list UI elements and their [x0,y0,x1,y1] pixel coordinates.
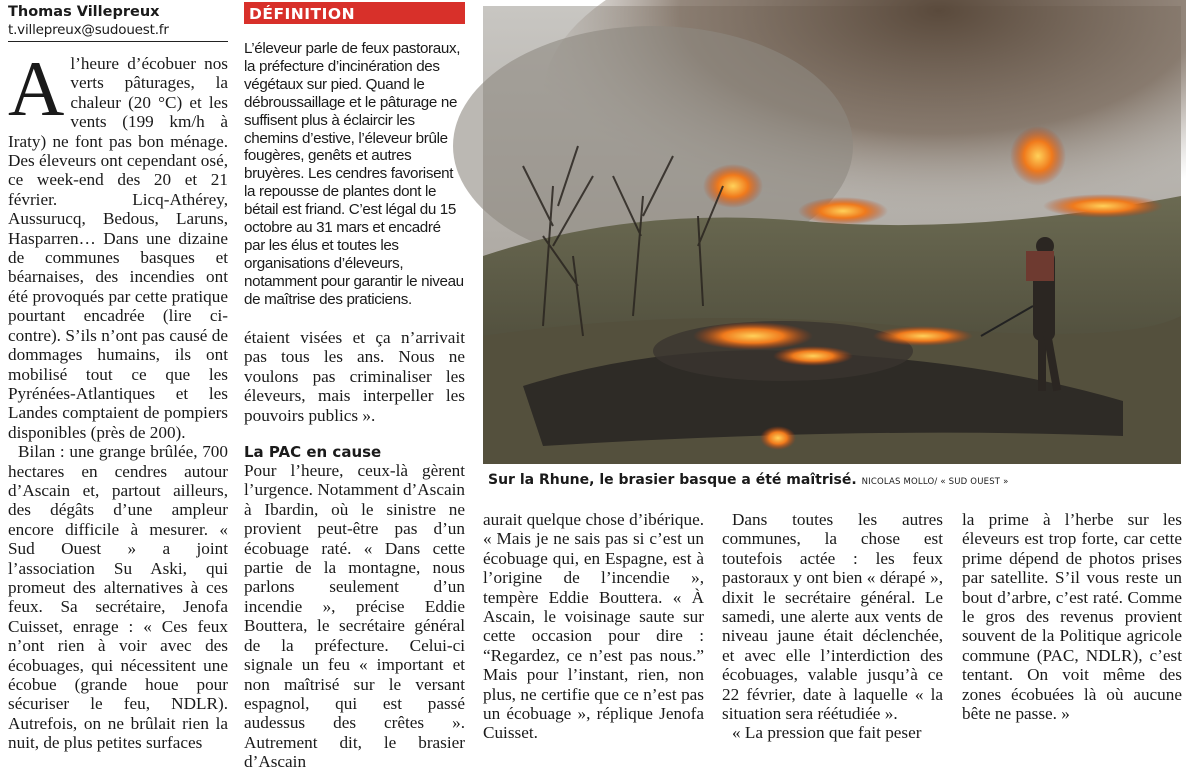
col2-paragraph-2: Pour l’heure, ceux-là gèrent l’urgence. Notamment d’Ascain à Ibardin, où le sinistre ne provient peut-être pas d’un écobuage raté. « Dans cette partie de la montagne, nous parlons seulement d’un incendie », précise Eddie Bouttera, le secrétaire général de la préfecture. Celui-ci signale un feu « important et non maîtrisé sur le versant espagnol, qui est passé audessus des crêtes ». Autrement dit, le brasier d’Ascain [244,461,465,772]
col5-paragraph-1: la prime à l’herbe sur les éleveurs est trop forte, car cette prime dépend de photos prises par satellite. S’il vous reste un bout d’arbre, c’est raté. Comme le gros des revenus provient souvent de la Politique agricole commune (PAC, NDLR), c’est tentant. On voit même des zones écobuées là où aucune bête ne passe. » [962,510,1182,724]
photo-caption-text: Sur la Rhune, le brasier basque a été maîtrisé. [488,472,857,488]
col3-paragraph-1: aurait quelque chose d’ibérique. « Mais je ne sais pas si c’est un écobuage qui, en Espagne, est à l’origine de l’incendie », tempère Eddie Bouttera. « À Ascain, le voisinage saute sur cette occasion pour dire : “Regardez, ce n’est pas nous.” Mais pour l’instant, rien, non plus, ne certifie que ce n’est pas un écobuage », réplique Jenofa Cuisset. [483,510,704,743]
article-column-5 [962,510,1182,730]
photo-caption [488,472,1178,488]
col2-paragraph-1: étaient visées et ça n’arrivait pas tous les ans. Nous ne voulons pas criminaliser les éleveurs, mais interpeller les pouvoirs publics ». [244,328,465,425]
col1-paragraph-1: l’heure d’écobuer nos verts pâturages, la chaleur (20 °C) et les vents (199 km/h à Iraty) ne font pas bon ménage. Des éleveurs ont cependant osé, ce week-end des 20 et 21 février. Licq-Athérey, Aussurucq, Bedous, Laruns, Hasparren… Dans une dizaine de communes basques et béarnaises, des incendies ont été provoqués par cette pratique pourtant encadrée (lire ci-contre). S’ils n’ont pas causé de dommages humains, ils ont mobilisé tout ce que les Pyrénées-Atlantiques et les Landes comptaient de pompiers disponibles (près de 200). [8,54,229,442]
photo-credit: NICOLAS MOLLO/ « SUD OUEST » [861,477,1009,487]
author-rule [8,41,228,42]
col4-paragraph-2: « La pression que fait peser [732,723,922,743]
fire-photo [483,6,1181,464]
article-column-4 [722,510,943,743]
definition-body: L’éleveur parle de feux pastoraux, la préfecture d’incinération des végétaux sur pied. Quand le débroussaillage et le pâturage ne suffisent plus à éclaircir les chemins d’estive, l’éleveur brûle fougères, genêts et autres bruyères. Les cendres favorisent la repousse de plantes dont le bétail est friand. C’est légal du 15 octobre au 31 mars et encadré par les élus et toutes les organisations d’éleveurs, notamment pour garantir le niveau de maîtrise des praticiens. [244,40,464,308]
section-subheading: La PAC en cause [244,443,382,462]
author-name: Thomas Villepreux [8,4,160,20]
article-column-1 [8,45,229,753]
author-email[interactable]: t.villepreux@sudouest.fr [8,22,169,38]
col1-paragraph-2: Bilan : une grange brûlée, 700 hectares en cendres autour d’Ascain et, partout ailleurs, des dégâts d’une ampleur encore difficile à mesurer. « Sud Ouest » a joint l’association Su Aski, qui promeut des alternatives à ces feux. Sa secrétaire, Jenofa Cuisset, enrage : « Ces feux n’ont rien à voir avec des écobuages, qui nécessitent une écobue (grande houe pour sécuriser le feu, NDLR). Autrefois, on ne brûlait rien la nuit, de plus petites surfaces [8,442,228,753]
article-column-2 [244,328,465,772]
article-column-3 [483,510,704,743]
col4-paragraph-1: Dans toutes les autres communes, la chose est toutefois actée : les feux pastoraux y ont bien « dérapé », dixit le secrétaire général. Le samedi, une alerte aux vents de niveau jaune était déclenchée, et avec elle l’interdiction des écobuages, valable jusqu’à ce 22 février, date à laquelle « la situation sera réétudiée ». [722,510,943,724]
drop-cap: A [8,45,65,132]
definition-heading: DÉFINITION [244,2,465,24]
